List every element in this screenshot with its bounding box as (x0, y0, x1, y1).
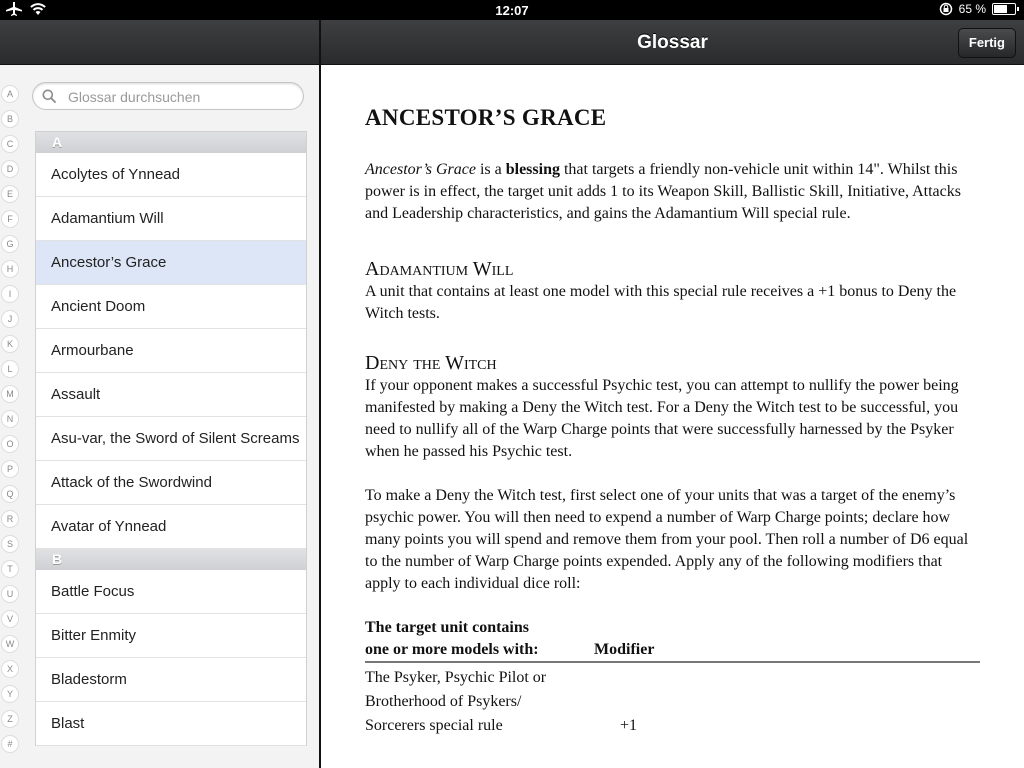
table-col-target-line2: one or more models with: (365, 641, 539, 658)
paragraph-deny-1: If your opponent makes a successful Psychic test, you can attempt to nullify the power being manifested by making a Deny the Witch test. For a Deny the Witch test to be successful, you need to nullify all of the Warp Charge points that were successfully harnessed by the Psyker when he passed his Psychic test. (365, 377, 959, 460)
status-bar (0, 0, 1024, 20)
status-right (939, 2, 1016, 16)
index-letter[interactable]: I (1, 285, 19, 303)
index-letter[interactable]: H (1, 260, 19, 278)
index-letter[interactable]: Q (1, 485, 19, 503)
intro-bold: blessing (505, 161, 560, 178)
index-letter[interactable]: J (1, 310, 19, 328)
table-col-target-line1: The target unit contains (365, 619, 529, 636)
table-cell-condition (365, 666, 620, 738)
table-col-modifier: Modifier (594, 641, 655, 658)
paragraph-adamantium-will: A unit that contains at least one model with this special rule receives a +1 bonus to Deny the Witch tests. (365, 283, 957, 322)
search-input[interactable] (66, 87, 300, 107)
glossary-list (35, 131, 307, 746)
index-letter[interactable]: W (1, 635, 19, 653)
index-letter[interactable]: C (1, 135, 19, 153)
index-letter[interactable]: R (1, 510, 19, 528)
index-letter[interactable]: B (1, 110, 19, 128)
index-letter[interactable]: N (1, 410, 19, 428)
table-row (365, 666, 980, 738)
index-letter[interactable]: F (1, 210, 19, 228)
index-letter[interactable]: Y (1, 685, 19, 703)
heading-deny-the-witch: Deny the Witch (365, 352, 497, 374)
section-index[interactable] (0, 85, 22, 760)
table-cell-line1: The Psyker, Psychic Pilot or (365, 669, 547, 686)
list-item[interactable]: Avatar of Ynnead (36, 505, 306, 549)
article (365, 105, 980, 738)
index-letter[interactable]: V (1, 610, 19, 628)
battery-level (994, 5, 1007, 13)
detail-nav-bar (321, 20, 1024, 65)
table-cell-line2: Brotherhood of Psykers/ (365, 693, 522, 710)
index-letter[interactable]: E (1, 185, 19, 203)
article-intro (365, 159, 980, 225)
intro-text-b: that targets a friendly non-vehicle unit within 14". Whilst this power is in effect, the target unit adds 1 to its Weapon Skill, Ballistic Skill, Initiative, Attacks and Leadership characteristics, and gains the Adamantium Will special rule. (365, 161, 961, 222)
rotation-lock-icon (939, 2, 953, 16)
intro-text-a: is a (475, 161, 506, 178)
status-time: 12:07 (495, 3, 529, 18)
list-item[interactable]: Asu-var, the Sword of Silent Screams (36, 417, 306, 461)
search-icon (42, 89, 56, 103)
nav-title: Glossar (637, 32, 708, 53)
list-item[interactable]: Ancestor’s Grace (36, 241, 306, 285)
list-item[interactable]: Bitter Enmity (36, 614, 306, 658)
list-item[interactable]: Ancient Doom (36, 285, 306, 329)
glossary-master-pane (0, 65, 319, 768)
table-col-target (365, 617, 594, 661)
master-nav-bar (0, 20, 319, 65)
list-item[interactable]: Acolytes of Ynnead (36, 153, 306, 197)
battery-icon (992, 3, 1016, 15)
list-item[interactable]: Attack of the Swordwind (36, 461, 306, 505)
index-letter[interactable]: S (1, 535, 19, 553)
index-letter[interactable]: Z (1, 710, 19, 728)
article-title: ANCESTOR’S GRACE (365, 105, 607, 130)
section-header-b: B (36, 549, 306, 570)
list-item[interactable]: Battle Focus (36, 570, 306, 614)
list-item[interactable]: Armourbane (36, 329, 306, 373)
index-letter[interactable]: # (1, 735, 19, 753)
done-button[interactable]: Fertig (958, 28, 1016, 58)
paragraph-deny-2: To make a Deny the Witch test, first select one of your units that was a target of the enemy’s psychic power. You will then need to expend a number of Warp Charge points; declare how many points you will spend and remove them from your pool. Then roll a number of D6 equal to the number of Warp Charge points expended. Apply any of the following modifiers that apply to each individual dice roll: (365, 487, 969, 592)
index-letter[interactable]: O (1, 435, 19, 453)
list-item[interactable]: Assault (36, 373, 306, 417)
list-item[interactable]: Adamantium Will (36, 197, 306, 241)
index-letter[interactable]: G (1, 235, 19, 253)
heading-adamantium-will: Adamantium Will (365, 258, 514, 280)
glossary-detail-pane (321, 65, 1024, 768)
list-item[interactable]: Blast (36, 702, 306, 746)
search-bar[interactable] (32, 82, 304, 110)
index-letter[interactable]: K (1, 335, 19, 353)
table-cell-modifier: +1 (620, 717, 638, 734)
section-header-a: A (36, 132, 306, 153)
index-letter[interactable]: X (1, 660, 19, 678)
index-letter[interactable]: L (1, 360, 19, 378)
table-cell-line3: Sorcerers special rule (365, 717, 503, 734)
battery-percent: 65 % (958, 2, 986, 16)
index-letter[interactable]: D (1, 160, 19, 178)
index-letter[interactable]: A (1, 85, 19, 103)
modifier-table-header (365, 617, 980, 663)
index-letter[interactable]: U (1, 585, 19, 603)
intro-italic: Ancestor’s Grace (365, 161, 476, 178)
list-item[interactable]: Bladestorm (36, 658, 306, 702)
index-letter[interactable]: P (1, 460, 19, 478)
index-letter[interactable]: T (1, 560, 19, 578)
index-letter[interactable]: M (1, 385, 19, 403)
